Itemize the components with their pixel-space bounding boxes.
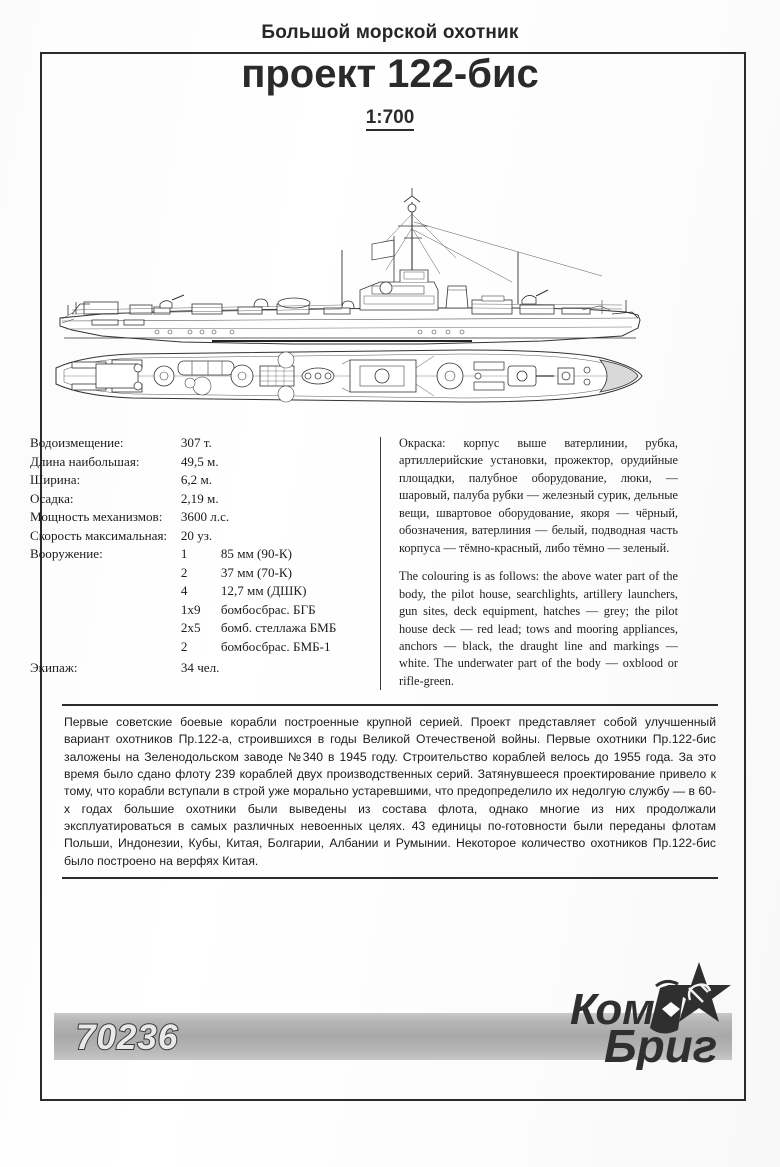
table-row — [30, 435, 374, 454]
header-subtitle: Большой морской охотник — [261, 22, 519, 43]
armament-count: 2 — [180, 638, 188, 654]
armament-desc: 85 мм (90-К) — [220, 546, 292, 561]
spec-value: 307 т. — [180, 435, 212, 450]
armament-row — [181, 565, 337, 584]
ship-side-profile — [60, 188, 640, 344]
kombrig-logo — [556, 958, 738, 1070]
colouring-notes — [399, 435, 678, 690]
table-row — [30, 528, 374, 547]
spec-label: Водоизмещение: — [30, 435, 124, 450]
history-section — [62, 704, 718, 879]
spec-label: Мощность механизмов: — [30, 509, 163, 524]
header — [0, 22, 780, 131]
spec-label: Вооружение: — [30, 546, 103, 561]
ship-plan-view — [56, 350, 642, 402]
spec-label: Ширина: — [30, 472, 81, 487]
scale-label: 1:700 — [366, 108, 415, 131]
table-row — [30, 454, 374, 473]
history-text: Первые советские боевые корабли построенные крупной серией. Проект представляет собой улучшенный вариант охотников Пр.122-а, строившихся в годы Великой Отечественой войны. Первые охотники Пр.122-бис заложены на Зеленодольском заводе №340 в 1945 году. Строительство кораблей велось до 1955 года. За это время было сдано флоту 239 кораблей двух производственных серий. Затянувшееся проектирование привело к тому, что корабли вступали в строй уже морально устаревшими, что предопределило их недолгую службу — в 60-х годах большие охотники были выведены из состава флота, однако многие из них продолжали эксплуатироваться в самых различных невоенных целях. 43 единицы по-готовности были переданы флотам Польши, Индонезии, Кубы, Китая, Болгарии, Албании и Румынии. Некоторое количество охотников Пр.122-бис было построено на верфях Китая. — [64, 715, 716, 868]
table-row — [30, 491, 374, 510]
column-divider — [380, 437, 381, 690]
spec-value: 2,19 м. — [180, 490, 219, 506]
page-title: проект 122-бис — [241, 52, 539, 96]
armament-count: 2 — [180, 564, 188, 580]
table-row-crew — [30, 660, 374, 679]
kit-number: 70236 — [76, 1018, 179, 1057]
specifications-table — [30, 435, 374, 678]
armament-desc: 37 мм (70-К) — [220, 564, 292, 580]
armament-row — [181, 583, 337, 602]
table-row-armament — [30, 546, 374, 660]
specifications-body — [30, 435, 374, 678]
table-row — [30, 509, 374, 528]
spec-value: 49,5 м. — [180, 453, 219, 469]
crew-label: Экипаж: — [30, 659, 78, 675]
ship-drawing-svg — [42, 178, 664, 428]
armament-count: 1x9 — [180, 601, 201, 617]
spec-label: Длина наибольшая: — [30, 453, 140, 469]
armament-row — [181, 639, 337, 658]
armament-count: 1 — [180, 546, 188, 561]
spec-value: 6,2 м. — [180, 472, 213, 487]
armament-desc: бомб. стеллажа БМБ — [220, 620, 337, 635]
crew-value: 34 чел. — [180, 659, 220, 675]
kombrig-logo-svg — [556, 958, 738, 1070]
colouring-english: The colouring is as follows: the above water part of the body, the pilot house, searchlights, artillery launchers, gun sites, deck equipment, hatches — grey; the pilot house deck — red lead; tows and mooring appliances, anchors — black, the draught line and markings — white. The underwater part of the body — oxblood or rifle-green. — [399, 569, 678, 688]
brand-text-top: Ком — [570, 985, 655, 1034]
armament-table — [181, 546, 337, 657]
ship-drawings — [42, 178, 664, 428]
history-bottom-rule — [62, 877, 718, 879]
armament-first-row — [181, 546, 374, 660]
specifications-section — [30, 435, 678, 690]
armament-row — [181, 620, 337, 639]
armament-desc: бомбосбрас. БГБ — [220, 601, 316, 617]
spec-label: Скорость максимальная: — [30, 527, 168, 543]
spec-value: 3600 л.с. — [180, 509, 230, 524]
spec-label: Осадка: — [30, 490, 74, 506]
armament-desc: 12,7 мм (ДШК) — [220, 583, 307, 598]
history-top-rule — [62, 704, 718, 706]
table-row — [30, 472, 374, 491]
brand-text-bottom: Бриг — [604, 1020, 718, 1070]
colouring-russian: Окраска: корпус выше ватерлинии, рубка, артиллерийские установки, прожектор, орудийные площадки, палубное оборудование, люки, — шаровый, палуба рубки — железный сурик, дельные вещи, швартовое оборудование, якоря — чёрный, обозначения, ватерлиния — белый, подводная часть корпуса — тёмно-красный, либо тёмно — зеленый. — [399, 436, 678, 555]
spec-value: 20 уз. — [180, 527, 213, 543]
armament-row — [181, 602, 337, 621]
armament-count: 4 — [180, 583, 188, 598]
armament-count: 2x5 — [180, 620, 201, 635]
armament-desc: бомбосбрас. БМБ-1 — [220, 638, 331, 654]
armament-row — [181, 546, 337, 565]
specifications-table-wrap — [30, 435, 380, 690]
